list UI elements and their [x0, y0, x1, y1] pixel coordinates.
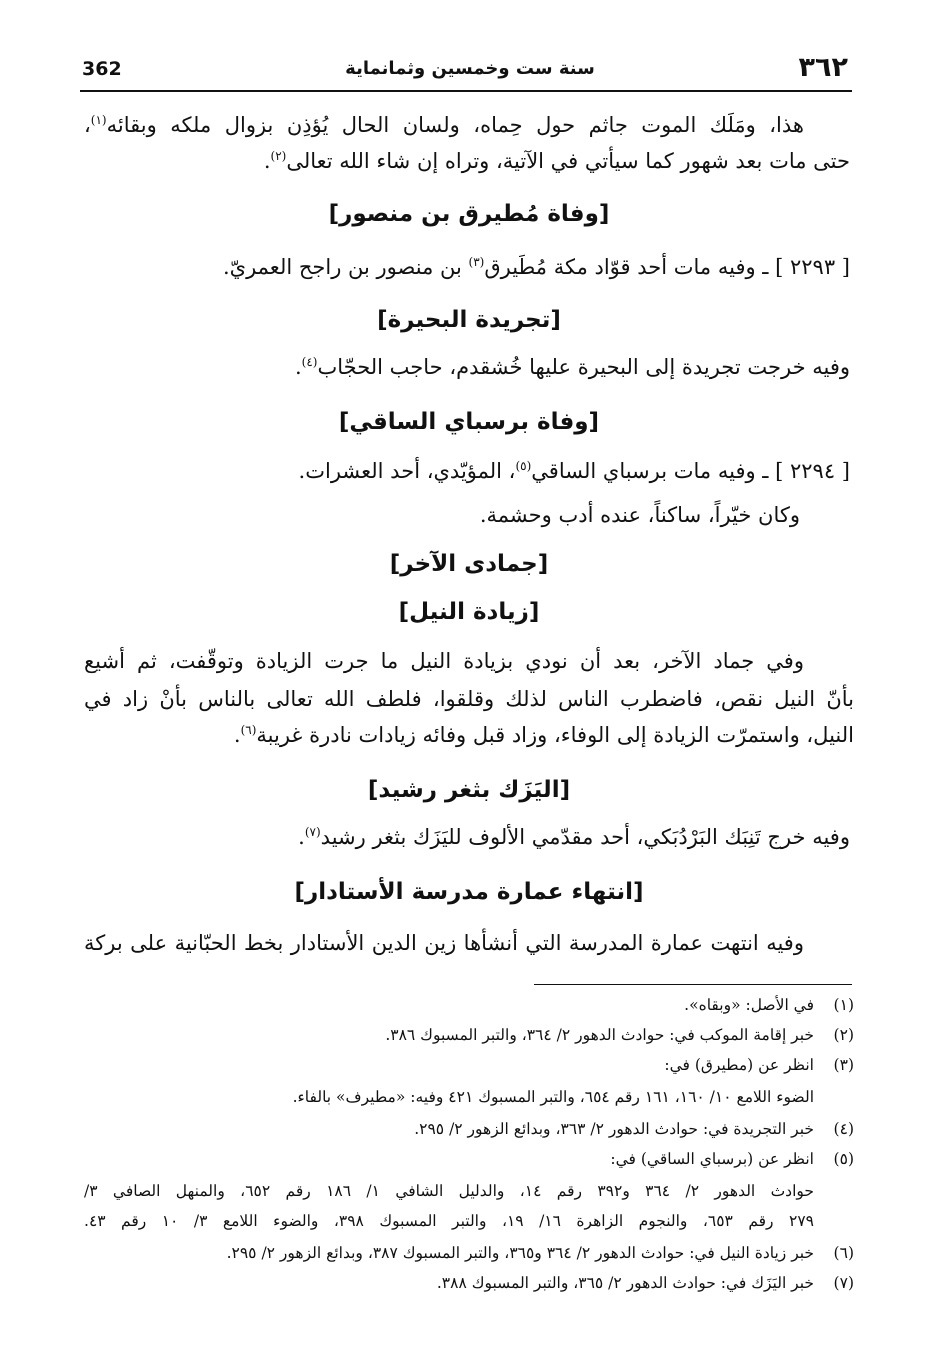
- footnote-continuation: ٢٧٩ رقم ٦٥٣، والنجوم الزاهرة ١٦/ ١٩، والتبر المسبوك ٣٩٨، والضوء اللامع ٣/ ١٠ رقم ٤٣.: [84, 1212, 814, 1230]
- section-heading: [وفاة مُطيرق بن منصور]: [328, 201, 610, 227]
- footnote-rule: [534, 984, 852, 985]
- page-number-latin: 362: [82, 58, 122, 80]
- text-line: [ ٢٢٩٤ ] ـ وفيه مات برسباي الساقي$^{(٥)}$، المؤيّدي، أحد العشرات.: [298, 459, 850, 483]
- footnote-ref[interactable]: (٢): [270, 149, 287, 163]
- text-line: هذا، ومَلَك الموت جاثم حول حِماه، ولسان الحال يُؤذِن بزوال ملكه وبقائه$^{(١)}$،: [84, 113, 804, 137]
- page-number-arabic: ٣٦٢: [798, 52, 848, 83]
- footnote: (١)في الأصل: «وبقاه».: [684, 996, 854, 1014]
- text-line: حتى مات بعد شهور كما سيأتي في الآتية، وتراه إن شاء الله تعالى$^{(٢)}$.: [263, 149, 850, 173]
- footnote: (٧)خبر اليَزَك في: حوادث الدهور ٢/ ٣٦٥، والتبر المسبوك ٣٨٨.: [436, 1274, 854, 1292]
- footnote-ref[interactable]: (١): [90, 113, 107, 127]
- text-line: وفيه انتهت عمارة المدرسة التي أنشأها زين الدين الأستادار بخط الحبّانية على بركة: [84, 931, 804, 955]
- footnote-number: (١): [833, 996, 854, 1014]
- footnote: (٢)خبر إقامة الموكب في: حوادث الدهور ٢/ ٣٦٤، والتبر المسبوك ٣٨٦.: [385, 1026, 854, 1044]
- footnote-ref[interactable]: (٤): [301, 355, 318, 369]
- text-line: وفيه خرجت تجريدة إلى البحيرة عليها خُشقدم، حاجب الحجّاب$^{(٤)}$.: [294, 355, 850, 379]
- footnote-continuation: الضوء اللامع ١٠/ ١٦٠، ١٦١ رقم ٦٥٤، والتبر المسبوك ٤٢١ وفيه: «مطيرف» بالفاء.: [292, 1088, 814, 1106]
- footnote-number: (٢): [833, 1026, 854, 1044]
- footnote-continuation: حوادث الدهور ٢/ ٣٦٤ و٣٩٢ رقم ١٤، والدليل الشافي ١/ ١٨٦ رقم ٦٥٢، والمنهل الصافي ٣/: [84, 1182, 814, 1200]
- footnote-number: (٣): [833, 1056, 854, 1074]
- section-heading: [تجريدة البحيرة]: [377, 307, 561, 333]
- section-heading: [انتهاء عمارة مدرسة الأستادار]: [294, 879, 644, 905]
- footnote-number: (٦): [833, 1244, 854, 1262]
- text-line: بأنّ النيل نقص، فاضطرب الناس لذلك وقلقوا، فلطف الله تعالى بالناس بأنْ زاد في: [84, 687, 854, 711]
- footnote: (٣)انظر عن (مطيرق) في:: [664, 1056, 854, 1074]
- footnote: (٤)خبر التجريدة في: حوادث الدهور ٢/ ٣٦٣، وبدائع الزهور ٢/ ٢٩٥.: [414, 1120, 854, 1138]
- text-line: النيل، واستمرّت الزيادة إلى الوفاء، وزاد قبل وفائه زيادات نادرة غريبة$^{(٦)}$.: [233, 723, 854, 747]
- footnote: (٥)انظر عن (برسباي الساقي) في:: [610, 1150, 854, 1168]
- footnote-ref[interactable]: (٥): [515, 459, 532, 473]
- header-rule: [80, 90, 852, 92]
- footnote-number: (٧): [833, 1274, 854, 1292]
- footnote-number: (٥): [833, 1150, 854, 1168]
- footnote-ref[interactable]: (٦): [240, 723, 257, 737]
- text-line: وفيه خرج تَنِبَك البَرْدُبَكي، أحد مقدّمي الألوف لليَزَك بثغر رشيد$^{(٧)}$.: [298, 825, 850, 849]
- footnote-ref[interactable]: (٣): [468, 255, 485, 269]
- text-line: [ ٢٢٩٣ ] ـ وفيه مات أحد قوّاد مكة مُطَيرق$^{(٣)}$ بن منصور بن راجح العمريّ.: [222, 255, 850, 279]
- text-line: وكان خيّراً، ساكناً، عنده أدب وحشمة.: [479, 503, 800, 527]
- section-heading: [اليَزَك بثغر رشيد]: [367, 777, 571, 803]
- footnote: (٦)خبر زيادة النيل في: حوادث الدهور ٢/ ٣٦٤ و٣٦٥، والتبر المسبوك ٣٨٧، وبدائع الزهور ٢/ ٢٩٥.: [226, 1244, 854, 1262]
- footnote-number: (٤): [833, 1120, 854, 1138]
- section-heading: [زيادة النيل]: [398, 599, 540, 625]
- section-heading: [وفاة برسباي الساقي]: [338, 409, 600, 435]
- footnote-ref[interactable]: (٧): [304, 825, 321, 839]
- section-heading: [جمادى الآخر]: [389, 551, 549, 577]
- running-title: سنة ست وخمسين وثمانماية: [345, 58, 595, 79]
- text-line: وفي جماد الآخر، بعد أن نودي بزيادة النيل ما جرت الزيادة وتوقّفت، ثم أشيع: [84, 649, 804, 673]
